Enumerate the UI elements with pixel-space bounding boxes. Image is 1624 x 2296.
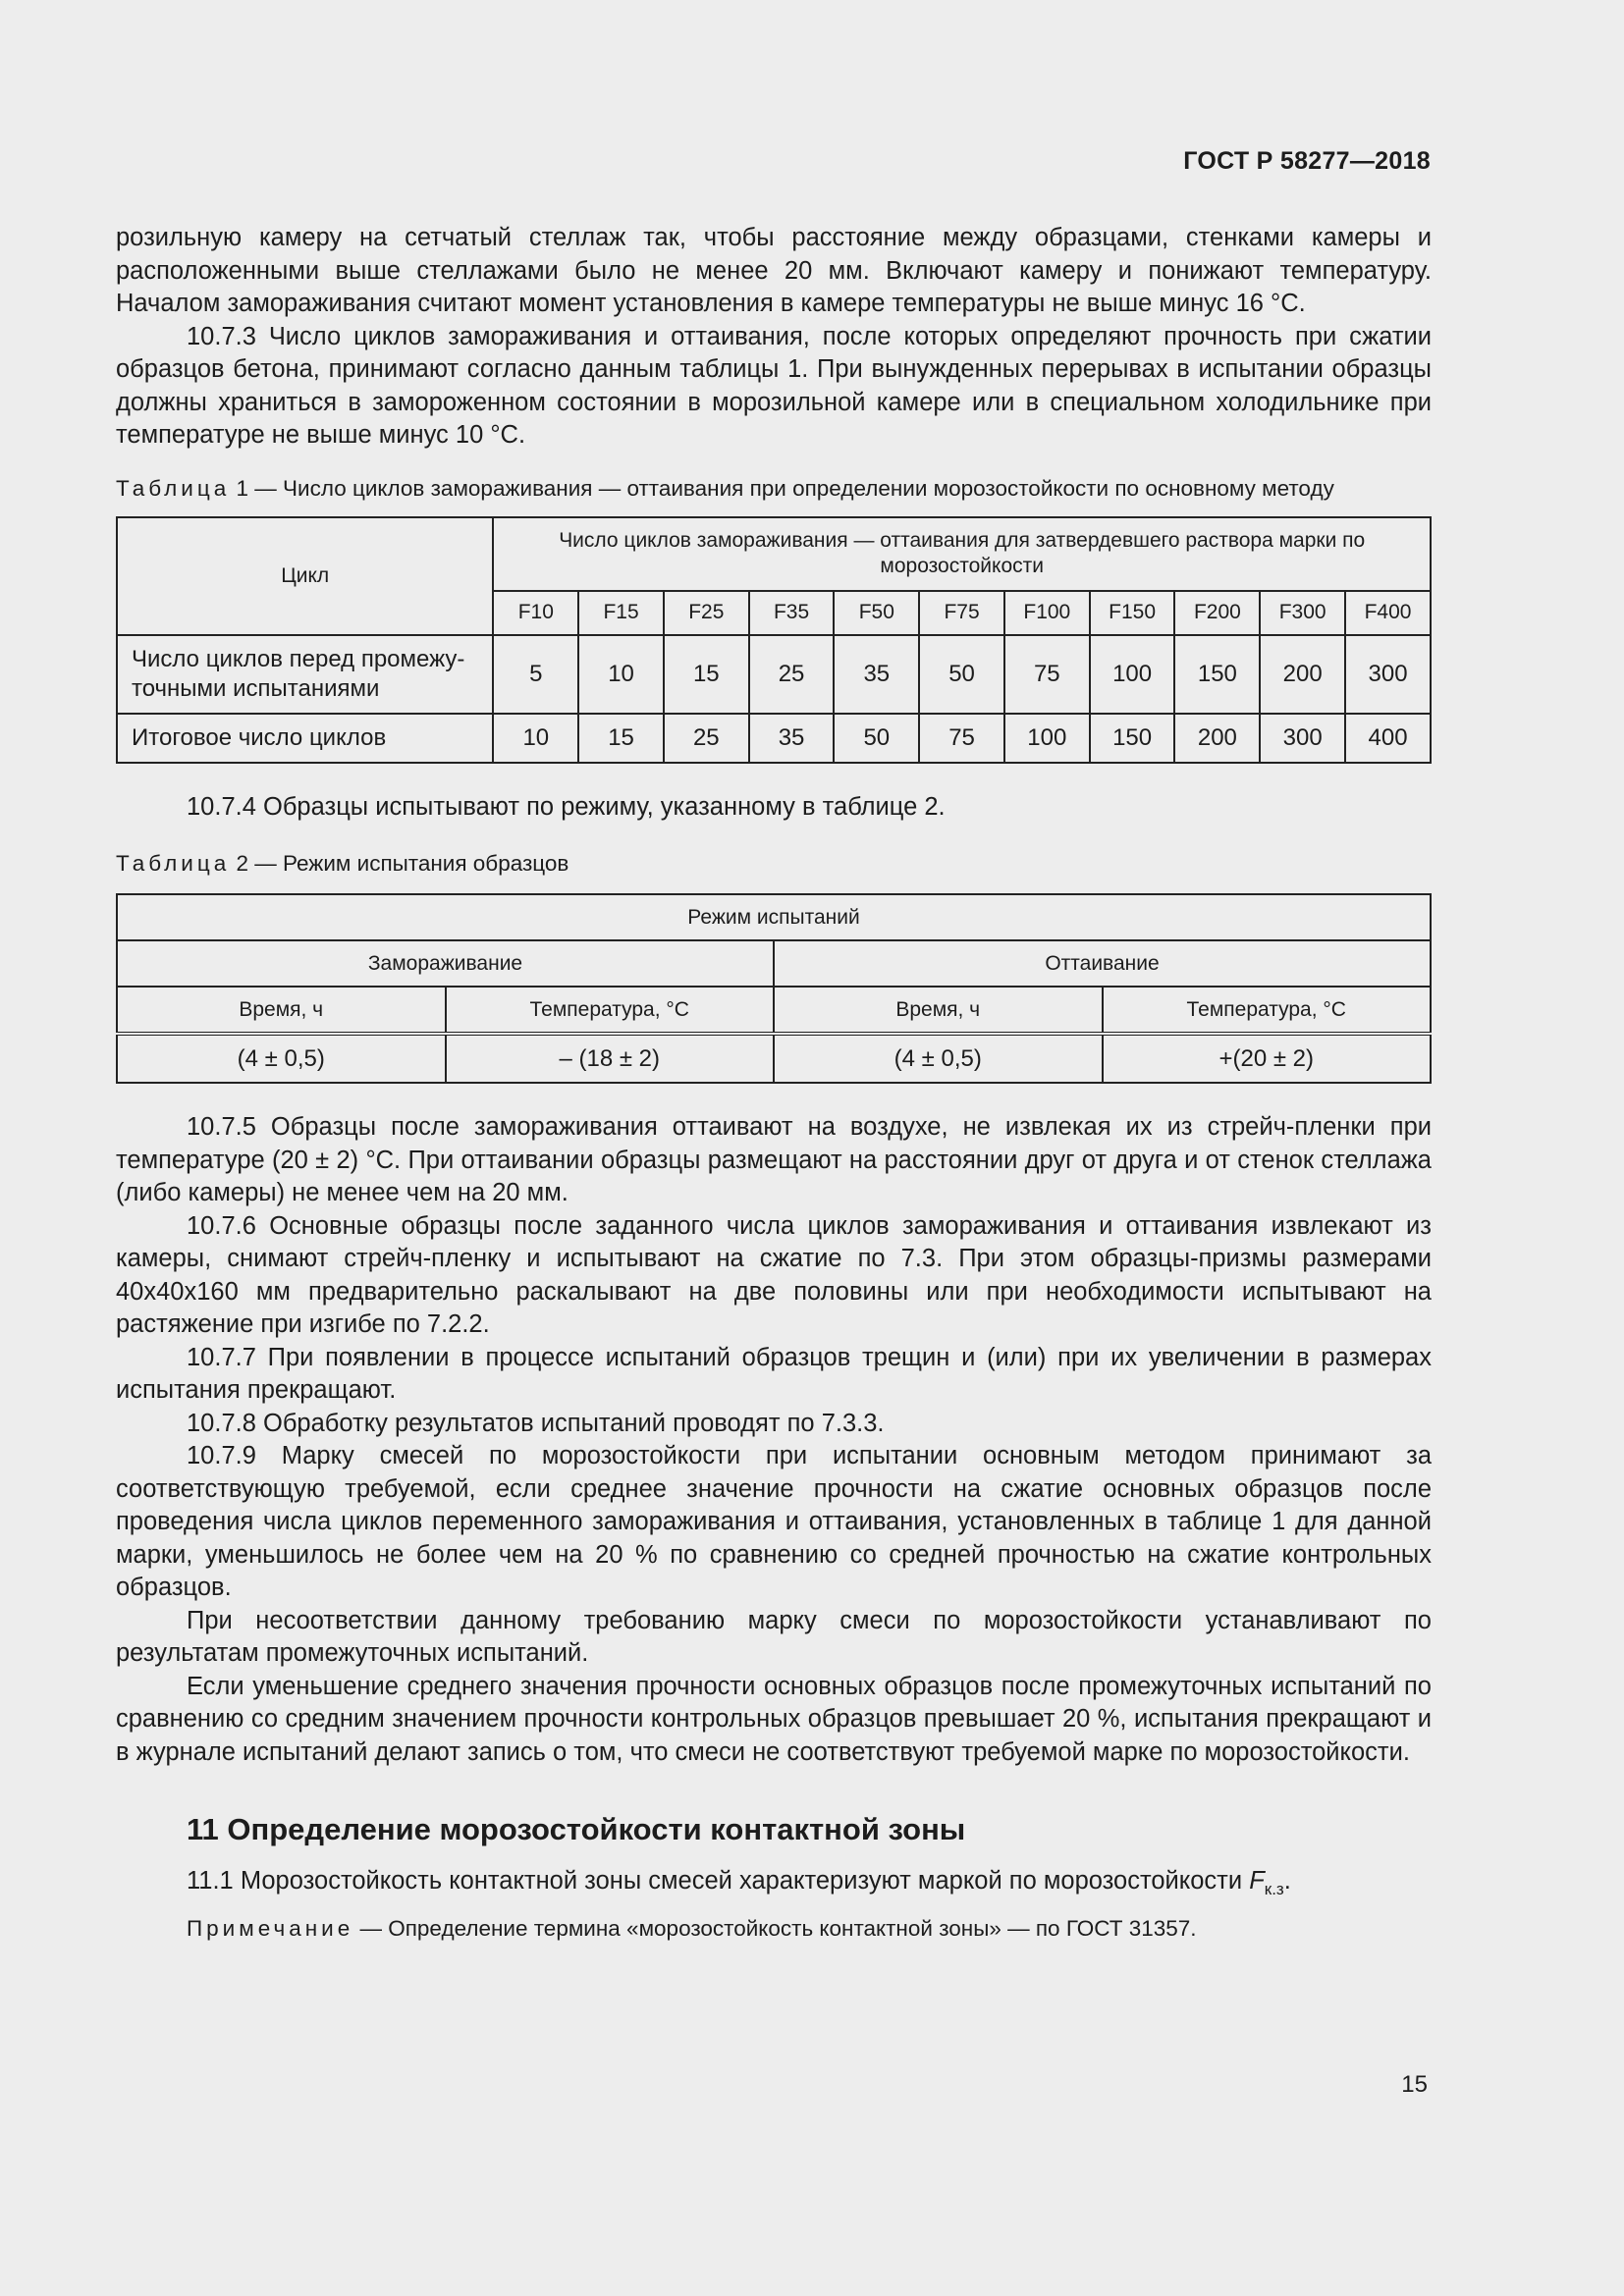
- table1-caption: [116, 474, 1432, 503]
- grade-header: F50: [834, 591, 919, 635]
- table-cell: 100: [1004, 714, 1090, 763]
- paragraph-10-7-9: 10.7.9 Марку смесей по морозостойкости при испытании основным методом принимают за соответствующую требуемой, если среднее значение прочности на сжатие основных образцов после проведения числа циклов переменного замораживания и оттаивания, установленных в таблице 1 для данной марки, уменьшилось не более чем на 20 % по сравнению со средней прочностью на сжатие контрольных образцов.: [116, 1442, 1432, 1601]
- document-code: ГОСТ Р 58277—2018: [1183, 147, 1431, 175]
- p111-subscript: к.з: [1264, 1880, 1284, 1899]
- table-row: [117, 635, 1431, 714]
- table-cell: 35: [749, 714, 835, 763]
- table-cell: 5: [493, 635, 578, 714]
- grade-header: F10: [493, 591, 578, 635]
- p111-end: .: [1283, 1867, 1291, 1895]
- grade-header: F75: [919, 591, 1004, 635]
- table2-freeze-header: Замораживание: [117, 940, 774, 987]
- table-cell: 25: [664, 714, 749, 763]
- grade-header: F15: [578, 591, 664, 635]
- table2-time-header: Время, ч: [774, 987, 1103, 1034]
- paragraph-10-7-6: 10.7.6 Основные образцы после заданного числа циклов замораживания и оттаивания извлекают из камеры, снимают стрейч-пленку и испытывают на сжатие по 7.3. При этом образцы-призмы размерами 40х40х160 мм предварительно раскалывают на две половины или при необходимости испытывают на растяжение при изгибе по 7.2.2.: [116, 1211, 1432, 1338]
- grade-header: F35: [749, 591, 835, 635]
- table-cell: 300: [1260, 714, 1345, 763]
- note-text: — Определение термина «морозостойкость контактной зоны» — по ГОСТ 31357.: [353, 1915, 1197, 1941]
- table-cell: 15: [664, 635, 749, 714]
- paragraph-10-7-7: 10.7.7 При появлении в процессе испытаний образцов трещин и (или) при их увеличении в размерах испытания прекращают.: [116, 1343, 1432, 1404]
- grade-header: F100: [1004, 591, 1090, 635]
- table2-temp-header: Температура, °С: [446, 987, 775, 1034]
- document-body: [116, 222, 1432, 1943]
- paragraph-11-1: [116, 1865, 1432, 1906]
- table2-thaw-header: Оттаивание: [774, 940, 1431, 987]
- table-cell: 50: [919, 635, 1004, 714]
- table-cell: 200: [1260, 635, 1345, 714]
- table-cell: 10: [578, 635, 664, 714]
- table1-corner-header: Цикл: [117, 517, 493, 635]
- row-label: Итоговое число циклов: [117, 714, 493, 763]
- grade-header: F300: [1260, 591, 1345, 635]
- table-cell: 200: [1174, 714, 1260, 763]
- grade-header: F150: [1090, 591, 1175, 635]
- p111-symbol: F: [1249, 1867, 1265, 1895]
- table2-time-header: Время, ч: [117, 987, 446, 1034]
- table2-caption-word: Таблица: [116, 851, 231, 876]
- paragraph-10-7-3: 10.7.3 Число циклов замораживания и оттаивания, после которых определяют прочность при сжатии образцов бетона, принимают согласно данным таблицы 1. При вынужденных перерывах в испытании образцы должны храниться в замороженном состоянии в морозильной камере или в специальном холодильнике при температуре не выше минус 10 °С.: [116, 322, 1432, 449]
- table2-caption-text: 2 — Режим испытания образцов: [230, 851, 569, 876]
- table-cell: +(20 ± 2): [1103, 1034, 1432, 1083]
- paragraph-nonconformity: При несоответствии данному требованию марку смеси по морозостойкости устанавливают по результатам промежуточных испытаний.: [116, 1606, 1432, 1667]
- table-cell: (4 ± 0,5): [117, 1034, 446, 1083]
- table-cell: 75: [1004, 635, 1090, 714]
- table2-title: Режим испытаний: [117, 894, 1431, 940]
- section-11-heading: 11 Определение морозостойкости контактной зоны: [187, 1812, 966, 1846]
- table-cell: 400: [1345, 714, 1431, 763]
- table1-caption-text: 1 — Число циклов замораживания — оттаивания при определении морозостойкости по основному методу: [230, 475, 1334, 501]
- paragraph-10-7-5: 10.7.5 Образцы после замораживания оттаивают на воздухе, не извлекая их из стрейч-пленки при температуре (20 ± 2) °С. При оттаивании образцы размещают на расстоянии друг от друга и от стенок стеллажа (либо камеры) не менее чем на 20 мм.: [116, 1113, 1432, 1206]
- paragraph-continuation: розильную камеру на сетчатый стеллаж так, чтобы расстояние между образцами, стенками камеры и расположенными выше стеллажами было не менее 20 мм. Включают камеру и понижают температуру. Началом замораживания считают момент установления в камере температуры не выше минус 16 °С.: [116, 224, 1432, 317]
- table2-caption: [116, 849, 1432, 878]
- table-freeze-cycles: [116, 516, 1432, 764]
- table-row: [117, 714, 1431, 763]
- grade-header: F200: [1174, 591, 1260, 635]
- table-row: [117, 1034, 1431, 1083]
- table-cell: (4 ± 0,5): [774, 1034, 1103, 1083]
- table-cell: 25: [749, 635, 835, 714]
- table-cell: – (18 ± 2): [446, 1034, 775, 1083]
- note: [116, 1914, 1432, 1943]
- table-cell: 15: [578, 714, 664, 763]
- table-cell: 150: [1090, 714, 1175, 763]
- paragraph-10-7-4: 10.7.4 Образцы испытывают по режиму, указанному в таблице 2.: [187, 792, 946, 821]
- table-test-mode: [116, 893, 1432, 1084]
- table-cell: 150: [1174, 635, 1260, 714]
- paragraph-strength-loss: Если уменьшение среднего значения прочности основных образцов после промежуточных испытаний по сравнению со средним значением прочности контрольных образцов превышает 20 %, испытания прекращают и в журнале испытаний делают запись о том, что смеси не соответствуют требуемой марке по морозостойкости.: [116, 1672, 1432, 1766]
- table-cell: 50: [834, 714, 919, 763]
- table-cell: 10: [493, 714, 578, 763]
- grade-header: F25: [664, 591, 749, 635]
- table-cell: 100: [1090, 635, 1175, 714]
- p111-text: 11.1 Морозостойкость контактной зоны смесей характеризуют маркой по морозостойкости: [187, 1867, 1250, 1895]
- grade-header: F400: [1345, 591, 1431, 635]
- row-label: Число циклов перед промежу-точными испытаниями: [117, 635, 493, 714]
- table-cell: 300: [1345, 635, 1431, 714]
- table1-caption-word: Таблица: [116, 475, 231, 501]
- page-number: 15: [1401, 2071, 1428, 2098]
- paragraph-10-7-8: 10.7.8 Обработку результатов испытаний проводят по 7.3.3.: [187, 1409, 885, 1437]
- table2-temp-header: Температура, °С: [1103, 987, 1432, 1034]
- table-cell: 75: [919, 714, 1004, 763]
- table1-group-header: Число циклов замораживания — оттаивания для затвердевшего раствора марки по морозостойкости: [493, 517, 1431, 591]
- table-cell: 35: [834, 635, 919, 714]
- note-word: Примечание: [187, 1915, 354, 1941]
